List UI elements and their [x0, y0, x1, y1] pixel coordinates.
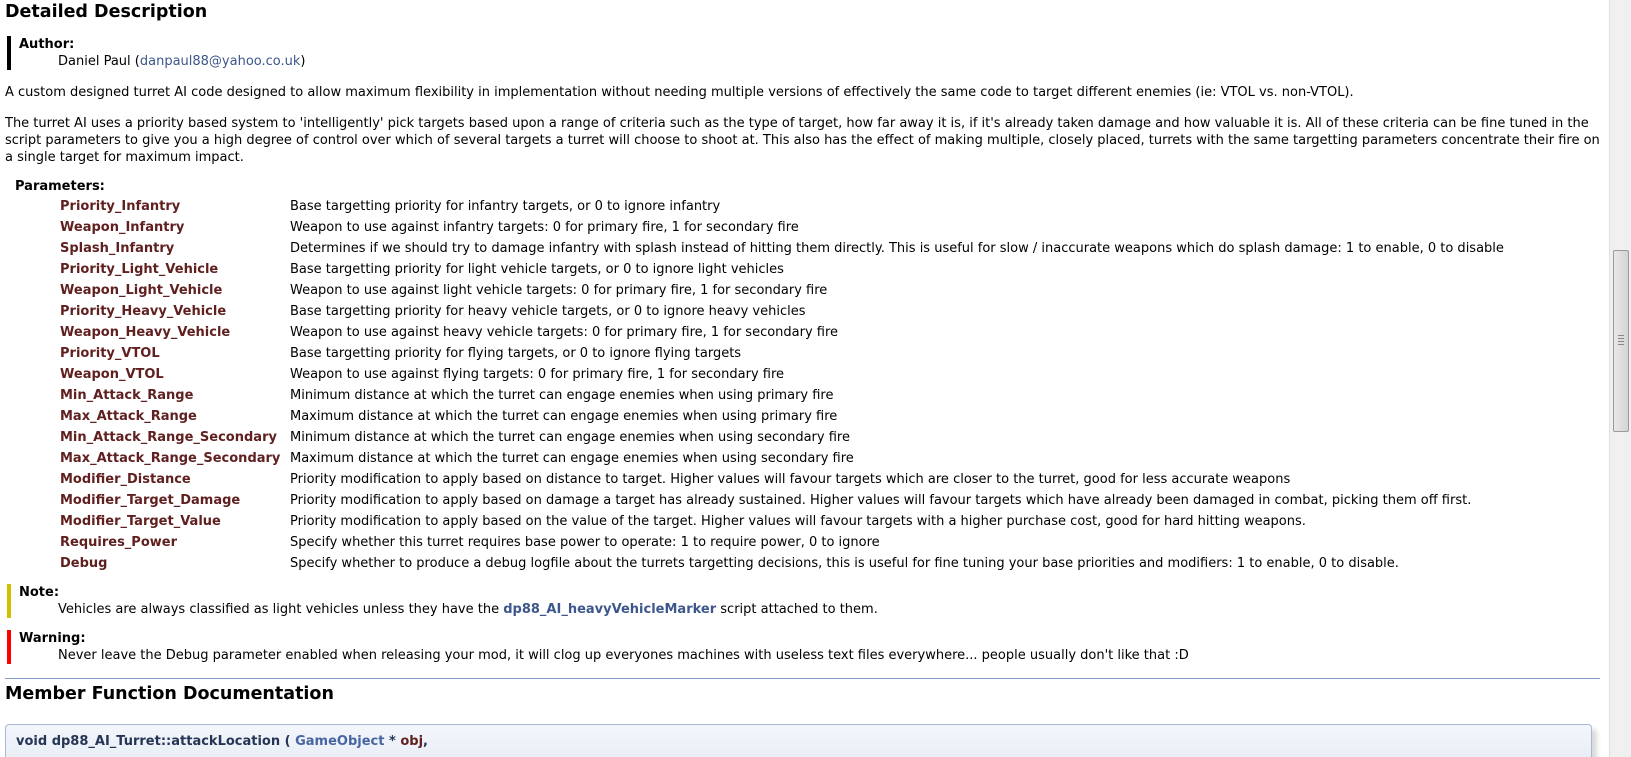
- author-body: [19, 53, 306, 70]
- parameter-name: Splash_Infantry: [60, 241, 175, 256]
- parameter-row: [58, 427, 1506, 448]
- parameter-row: [58, 343, 1506, 364]
- detailed-description-heading: Detailed Description: [5, 2, 208, 22]
- parameter-description: Weapon to use against flying targets: 0 for primary fire, 1 for secondary fire: [290, 367, 785, 382]
- author-section: [7, 36, 306, 70]
- parameter-row: [58, 322, 1506, 343]
- warning-section: [7, 630, 1189, 664]
- note-text-before: Vehicles are always classified as light vehicles unless they have the: [58, 602, 504, 617]
- parameter-name: Max_Attack_Range_Secondary: [60, 451, 281, 466]
- parameter-description: Determines if we should try to damage infantry with splash instead of hitting them directly. This is useful for slow / inaccurate weapons which do splash damage: 1 to enable, 0 to disable: [290, 241, 1504, 256]
- parameter-row: [58, 511, 1506, 532]
- section-divider: [5, 678, 1600, 679]
- parameter-row: [58, 238, 1506, 259]
- parameter-row: [58, 301, 1506, 322]
- parameter-row: [58, 217, 1506, 238]
- description-paragraph-2: The turret AI uses a priority based system to 'intelligently' pick targets based upon a range of criteria such as the type of target, how far away it is, if it's already taken damage and how valuable it is. All of these criteria can be fine tuned in the script parameters to give you a high degree of control over which of several targets a turret will choose to shoot at. This also has the effect of making multiple, closely placed, turrets with the same targetting parameters concentrate their fire on a single target for maximum impact.: [5, 116, 1600, 165]
- parameter-row: [58, 280, 1506, 301]
- parameter-description: Base targetting priority for infantry targets, or 0 to ignore infantry: [290, 199, 721, 214]
- note-label: Note:: [19, 585, 60, 600]
- parameter-name: Requires_Power: [60, 535, 178, 550]
- parameter-name: Min_Attack_Range: [60, 388, 194, 403]
- parameter-description: Weapon to use against heavy vehicle targets: 0 for primary fire, 1 for secondary fire: [290, 325, 839, 340]
- parameter-description: Priority modification to apply based on damage a target has already sustained. Higher values will favour targets which have already been damaged in combat, picking them off first.: [290, 493, 1472, 508]
- parameter-description: Maximum distance at which the turret can engage enemies when using primary fire: [290, 409, 838, 424]
- parameter-name: Debug: [60, 556, 108, 571]
- grip-icon: [1618, 335, 1624, 345]
- parameter-description: Weapon to use against light vehicle targets: 0 for primary fire, 1 for secondary fire: [290, 283, 828, 298]
- parameter-row: [58, 469, 1506, 490]
- description-paragraph-1: A custom designed turret AI code designed to allow maximum flexibility in implementation without needing multiple versions of effectively the same code to target different enemies (ie: VTOL vs. non-VTOL).: [5, 85, 1354, 100]
- parameter-name: Max_Attack_Range: [60, 409, 197, 424]
- parameter-name: Weapon_Infantry: [60, 220, 185, 235]
- parameter-description: Maximum distance at which the turret can engage enemies when using secondary fire: [290, 451, 854, 466]
- scrollbar-thumb[interactable]: [1613, 250, 1629, 432]
- parameter-row: [58, 406, 1506, 427]
- prototype-param-name: obj: [400, 734, 424, 749]
- note-body: [19, 601, 878, 618]
- prototype-prefix: void dp88_AI_Turret::attackLocation (: [16, 734, 296, 749]
- warning-label: Warning:: [19, 631, 86, 646]
- gameobject-type-link[interactable]: GameObject: [295, 734, 385, 749]
- parameters-label: Parameters:: [15, 179, 105, 194]
- parameter-description: Minimum distance at which the turret can engage enemies when using secondary fire: [290, 430, 850, 445]
- parameter-description: Base targetting priority for flying targets, or 0 to ignore flying targets: [290, 346, 742, 361]
- parameter-name: Min_Attack_Range_Secondary: [60, 430, 277, 445]
- parameter-name: Weapon_VTOL: [60, 367, 164, 382]
- prototype-star: *: [384, 734, 401, 749]
- parameter-name: Modifier_Target_Damage: [60, 493, 241, 508]
- parameter-name: Priority_Infantry: [60, 199, 181, 214]
- parameter-name: Priority_VTOL: [60, 346, 160, 361]
- member-prototype-box: [5, 724, 1592, 757]
- parameter-name: Modifier_Target_Value: [60, 514, 221, 529]
- parameter-description: Minimum distance at which the turret can engage enemies when using primary fire: [290, 388, 834, 403]
- parameter-description: Base targetting priority for heavy vehicle targets, or 0 to ignore heavy vehicles: [290, 304, 806, 319]
- parameters-table-body: [58, 196, 1506, 574]
- parameter-row: [58, 196, 1506, 217]
- parameter-row: [58, 490, 1506, 511]
- parameter-row: [58, 259, 1506, 280]
- author-label: Author:: [19, 37, 75, 52]
- parameter-row: [58, 364, 1506, 385]
- parameter-row: [58, 532, 1506, 553]
- parameters-table: [58, 196, 1506, 574]
- parameter-row: [58, 385, 1506, 406]
- parameter-name: Modifier_Distance: [60, 472, 191, 487]
- prototype-comma: ,: [423, 734, 428, 749]
- parameter-description: Specify whether this turret requires base power to operate: 1 to require power, 0 to ignore: [290, 535, 880, 550]
- author-close-paren: ): [300, 54, 306, 69]
- prototype-line: [16, 733, 428, 750]
- parameter-name: Weapon_Heavy_Vehicle: [60, 325, 231, 340]
- vertical-scrollbar[interactable]: [1609, 0, 1631, 757]
- warning-body: Never leave the Debug parameter enabled when releasing your mod, it will clog up everyones machines with useless text files everywhere... people usually don't like that :D: [58, 648, 1189, 663]
- note-section: [7, 584, 878, 618]
- parameter-description: Priority modification to apply based on distance to target. Higher values will favour targets which are closer to the turret, good for less accurate weapons: [290, 472, 1291, 487]
- heavy-vehicle-marker-link[interactable]: dp88_AI_heavyVehicleMarker: [503, 602, 717, 617]
- author-name: Daniel Paul (: [58, 54, 140, 69]
- parameter-name: Priority_Heavy_Vehicle: [60, 304, 227, 319]
- parameter-description: Priority modification to apply based on the value of the target. Higher values will favour targets with a higher purchase cost, good for hard hitting weapons.: [290, 514, 1306, 529]
- parameter-row: [58, 553, 1506, 574]
- parameter-row: [58, 448, 1506, 469]
- parameter-description: Weapon to use against infantry targets: 0 for primary fire, 1 for secondary fire: [290, 220, 799, 235]
- author-email-link[interactable]: danpaul88@yahoo.co.uk: [139, 54, 301, 69]
- parameter-description: Specify whether to produce a debug logfile about the turrets targetting decisions, this is useful for fine tuning your base priorities and modifiers: 1 to enable, 0 to disable.: [290, 556, 1399, 571]
- member-function-documentation-heading: Member Function Documentation: [5, 684, 334, 704]
- note-text-after: script attached to them.: [716, 602, 878, 617]
- parameter-description: Base targetting priority for light vehicle targets, or 0 to ignore light vehicles: [290, 262, 784, 277]
- parameter-name: Priority_Light_Vehicle: [60, 262, 219, 277]
- parameter-name: Weapon_Light_Vehicle: [60, 283, 223, 298]
